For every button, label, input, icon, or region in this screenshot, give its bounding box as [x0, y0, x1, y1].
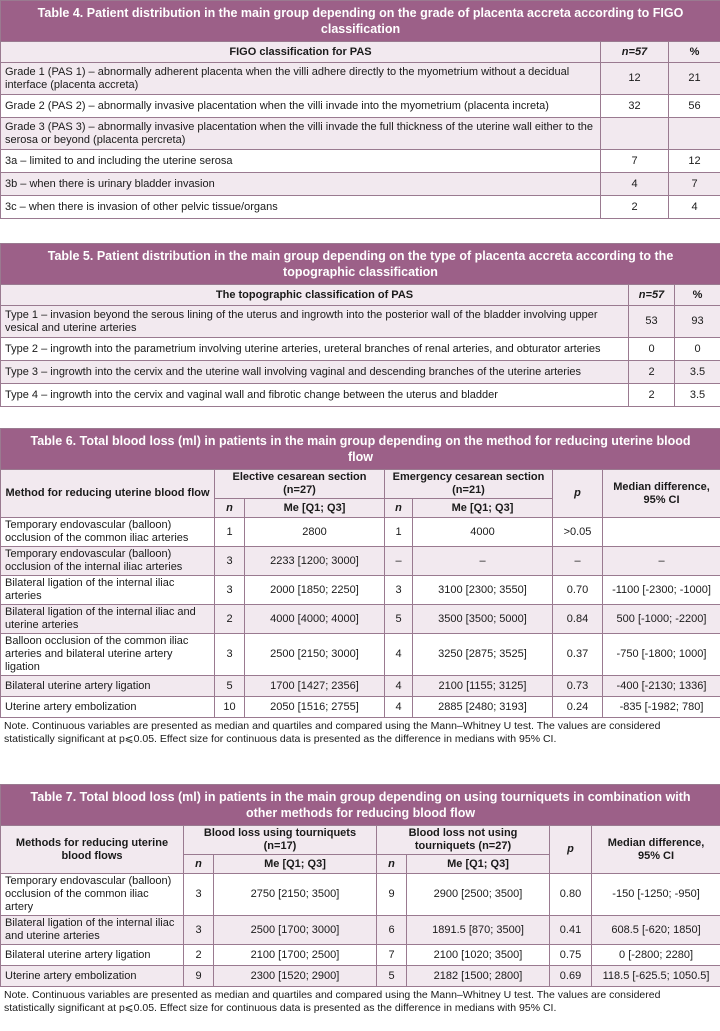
row-diff: –	[603, 547, 720, 576]
row-diff: 608.5 [-620; 1850]	[592, 916, 720, 945]
row-n2: 5	[385, 605, 413, 634]
table-row	[1, 306, 720, 338]
row-method: Bilateral uterine artery ligation	[1, 676, 215, 697]
row-percent	[669, 118, 720, 150]
table-6-header-method: Method for reducing uterine blood flow	[1, 470, 215, 518]
row-me1: 2500 [2150; 3000]	[245, 634, 385, 676]
row-percent: 3.5	[675, 384, 720, 407]
row-n2: 3	[385, 576, 413, 605]
row-label: 3c – when there is invasion of other pelvic tissue/organs	[1, 196, 601, 219]
row-n1: 3	[215, 576, 245, 605]
row-p: 0.75	[550, 945, 592, 966]
table-row	[1, 634, 720, 676]
table-4-header-percent: %	[669, 42, 720, 63]
row-n: 2	[601, 196, 669, 219]
row-method: Temporary endovascular (balloon) occlusion of the common iliac artery	[1, 874, 184, 916]
row-n2: 6	[377, 916, 407, 945]
row-me1: 2233 [1200; 3000]	[245, 547, 385, 576]
table-5-title: Table 5. Patient distribution in the main group depending on the type of placenta accreta according to the topographic classification	[1, 244, 720, 285]
table-7-note	[0, 987, 720, 1015]
table-row	[1, 196, 720, 219]
row-percent: 0	[675, 338, 720, 361]
row-n2: 7	[377, 945, 407, 966]
row-n: 53	[629, 306, 675, 338]
table-6-header-n2: n	[385, 499, 413, 518]
row-n1: 5	[215, 676, 245, 697]
table-5	[0, 243, 720, 407]
row-diff	[603, 518, 720, 547]
row-me2: 3100 [2300; 3550]	[413, 576, 553, 605]
table-7-header-me2: Me [Q1; Q3]	[407, 855, 550, 874]
row-percent: 7	[669, 173, 720, 196]
row-label: Type 3 – ingrowth into the cervix and the uterine wall involving vaginal and descending branches of the uterine arteries	[1, 361, 629, 384]
table-5-header-classification: The topographic classification of PAS	[1, 285, 629, 306]
row-p: >0.05	[553, 518, 603, 547]
row-me1: 2800	[245, 518, 385, 547]
table-row	[1, 576, 720, 605]
row-n: 2	[629, 384, 675, 407]
row-label: Grade 2 (PAS 2) – abnormally invasive placentation when the villi invade into the myometrium (placenta increta)	[1, 95, 601, 118]
row-me2: 2182 [1500; 2800]	[407, 966, 550, 987]
row-label: Grade 3 (PAS 3) – abnormally invasive placentation when the villi invade the full thickness of the uterine wall either to the serosa or beyond (placenta percreta)	[1, 118, 601, 150]
row-n1: 1	[215, 518, 245, 547]
row-p: 0.80	[550, 874, 592, 916]
table-7-header-n2: n	[377, 855, 407, 874]
table-4	[0, 0, 720, 219]
row-n2: 4	[385, 697, 413, 718]
row-method: Uterine artery embolization	[1, 697, 215, 718]
row-diff: 118.5 [-625.5; 1050.5]	[592, 966, 720, 987]
table-6-note-line-2: statistically significant at p⩽0.05. Effect size for continuous data is presented as the difference in medians with 95% CI.	[4, 733, 557, 745]
row-me2: 2100 [1155; 3125]	[413, 676, 553, 697]
row-me1: 2500 [1700; 3000]	[214, 916, 377, 945]
row-n2: –	[385, 547, 413, 576]
table-row	[1, 697, 720, 718]
row-n: 4	[601, 173, 669, 196]
table-7-header-median-diff: Median difference, 95% CI	[592, 826, 720, 874]
row-me1: 2750 [2150; 3500]	[214, 874, 377, 916]
table-row	[1, 966, 720, 987]
row-percent: 93	[675, 306, 720, 338]
row-label: Type 1 – invasion beyond the serous lining of the uterus and ingrowth into the posterior wall of the bladder involving upper vesical and uterine arteries	[1, 306, 629, 338]
table-7-header-p: p	[550, 826, 592, 874]
table-4-header-classification: FIGO classification for PAS	[1, 42, 601, 63]
row-label: 3b – when there is urinary bladder invasion	[1, 173, 601, 196]
row-diff: -150 [-1250; -950]	[592, 874, 720, 916]
row-n1: 3	[184, 916, 214, 945]
table-6-note	[0, 718, 720, 746]
row-me1: 2300 [1520; 2900]	[214, 966, 377, 987]
table-row	[1, 518, 720, 547]
table-row	[1, 118, 720, 150]
table-7-header-me1: Me [Q1; Q3]	[214, 855, 377, 874]
row-method: Temporary endovascular (balloon) occlusion of the common iliac arteries	[1, 518, 215, 547]
row-diff: -835 [-1982; 780]	[603, 697, 720, 718]
row-p: 0.41	[550, 916, 592, 945]
row-n2: 4	[385, 676, 413, 697]
table-row	[1, 95, 720, 118]
table-7-header-n1: n	[184, 855, 214, 874]
table-4-header-n: n=57	[601, 42, 669, 63]
row-percent: 56	[669, 95, 720, 118]
table-row	[1, 150, 720, 173]
table-row	[1, 605, 720, 634]
row-n: 2	[629, 361, 675, 384]
row-n: 0	[629, 338, 675, 361]
row-me1: 4000 [4000; 4000]	[245, 605, 385, 634]
row-p: 0.37	[553, 634, 603, 676]
row-percent: 4	[669, 196, 720, 219]
table-row	[1, 547, 720, 576]
table-row	[1, 173, 720, 196]
row-n: 12	[601, 63, 669, 95]
table-row	[1, 384, 720, 407]
row-label: Type 2 – ingrowth into the parametrium involving uterine arteries, ureteral branches of renal arteries, and obturator arteries	[1, 338, 629, 361]
row-me1: 2000 [1850; 2250]	[245, 576, 385, 605]
table-5-header-percent: %	[675, 285, 720, 306]
row-method: Bilateral ligation of the internal iliac and uterine arteries	[1, 916, 184, 945]
row-method: Bilateral ligation of the internal iliac arteries	[1, 576, 215, 605]
row-me2: 4000	[413, 518, 553, 547]
table-7-header-method: Methods for reducing uterine blood flows	[1, 826, 184, 874]
row-n: 7	[601, 150, 669, 173]
row-n1: 3	[215, 547, 245, 576]
table-7-header-with-tourniquets: Blood loss using tourniquets (n=17)	[184, 826, 377, 855]
table-6	[0, 428, 720, 746]
table-4-title: Table 4. Patient distribution in the main group depending on the grade of placenta accreta according to FIGO classification	[1, 1, 720, 42]
row-diff: -1100 [-2300; -1000]	[603, 576, 720, 605]
table-6-header-emergency: Emergency cesarean section (n=21)	[385, 470, 553, 499]
table-row	[1, 916, 720, 945]
row-p: 0.69	[550, 966, 592, 987]
row-n1: 9	[184, 966, 214, 987]
row-me1: 1700 [1427; 2356]	[245, 676, 385, 697]
row-p: 0.70	[553, 576, 603, 605]
row-label: Type 4 – ingrowth into the cervix and vaginal wall and fibrotic change between the uterus and bladder	[1, 384, 629, 407]
row-percent: 12	[669, 150, 720, 173]
table-row	[1, 63, 720, 95]
row-n1: 2	[184, 945, 214, 966]
table-5-header-n: n=57	[629, 285, 675, 306]
table-6-header-me2: Me [Q1; Q3]	[413, 499, 553, 518]
row-n	[601, 118, 669, 150]
row-n1: 2	[215, 605, 245, 634]
table-6-header-me1: Me [Q1; Q3]	[245, 499, 385, 518]
table-row	[1, 676, 720, 697]
row-method: Uterine artery embolization	[1, 966, 184, 987]
row-n2: 9	[377, 874, 407, 916]
row-diff: -750 [-1800; 1000]	[603, 634, 720, 676]
table-row	[1, 945, 720, 966]
table-7-header-without-tourniquets: Blood loss not using tourniquets (n=27)	[377, 826, 550, 855]
row-n2: 4	[385, 634, 413, 676]
table-6-note-line-1: Note. Continuous variables are presented as median and quartiles and compared using the Mann–Whitney U test. The values are considered	[4, 720, 661, 732]
row-me2: –	[413, 547, 553, 576]
table-7	[0, 784, 720, 1015]
row-me1: 2100 [1700; 2500]	[214, 945, 377, 966]
table-7-note-line-1: Note. Continuous variables are presented as median and quartiles and compared using the Mann–Whitney U test. The values are considered	[4, 989, 661, 1001]
row-n1: 10	[215, 697, 245, 718]
row-diff: 500 [-1000; -2200]	[603, 605, 720, 634]
row-me2: 2900 [2500; 3500]	[407, 874, 550, 916]
table-6-title: Table 6. Total blood loss (ml) in patients in the main group depending on the method for reducing uterine blood flow	[1, 429, 720, 470]
row-p: –	[553, 547, 603, 576]
row-n1: 3	[184, 874, 214, 916]
table-6-header-median-diff: Median difference, 95% CI	[603, 470, 720, 518]
row-n1: 3	[215, 634, 245, 676]
row-me2: 3250 [2875; 3525]	[413, 634, 553, 676]
table-7-title: Table 7. Total blood loss (ml) in patients in the main group depending on using tourniquets in combination with other methods for reducing blood flow	[1, 785, 720, 826]
row-method: Bilateral ligation of the internal iliac and uterine arteries	[1, 605, 215, 634]
row-n2: 1	[385, 518, 413, 547]
row-label: 3a – limited to and including the uterine serosa	[1, 150, 601, 173]
row-diff: -400 [-2130; 1336]	[603, 676, 720, 697]
table-6-header-elective: Elective cesarean section (n=27)	[215, 470, 385, 499]
row-n2: 5	[377, 966, 407, 987]
table-6-header-n1: n	[215, 499, 245, 518]
row-me1: 2050 [1516; 2755]	[245, 697, 385, 718]
row-p: 0.84	[553, 605, 603, 634]
row-diff: 0 [-2800; 2280]	[592, 945, 720, 966]
row-method: Bilateral uterine artery ligation	[1, 945, 184, 966]
row-percent: 3.5	[675, 361, 720, 384]
row-n: 32	[601, 95, 669, 118]
row-p: 0.24	[553, 697, 603, 718]
table-6-header-p: p	[553, 470, 603, 518]
table-row	[1, 338, 720, 361]
row-me2: 2885 [2480; 3193]	[413, 697, 553, 718]
row-percent: 21	[669, 63, 720, 95]
table-7-note-line-2: statistically significant at p⩽0.05. Effect size for continuous data is presented as the difference in medians with 95% CI.	[4, 1002, 557, 1014]
row-me2: 1891.5 [870; 3500]	[407, 916, 550, 945]
table-row	[1, 361, 720, 384]
row-label: Grade 1 (PAS 1) – abnormally adherent placenta when the villi adhere directly to the myometrium without a decidual interface (placenta accreta)	[1, 63, 601, 95]
row-method: Balloon occlusion of the common iliac arteries and bilateral uterine artery ligation	[1, 634, 215, 676]
row-method: Temporary endovascular (balloon) occlusion of the internal iliac arteries	[1, 547, 215, 576]
row-me2: 2100 [1020; 3500]	[407, 945, 550, 966]
row-p: 0.73	[553, 676, 603, 697]
table-row	[1, 874, 720, 916]
row-me2: 3500 [3500; 5000]	[413, 605, 553, 634]
